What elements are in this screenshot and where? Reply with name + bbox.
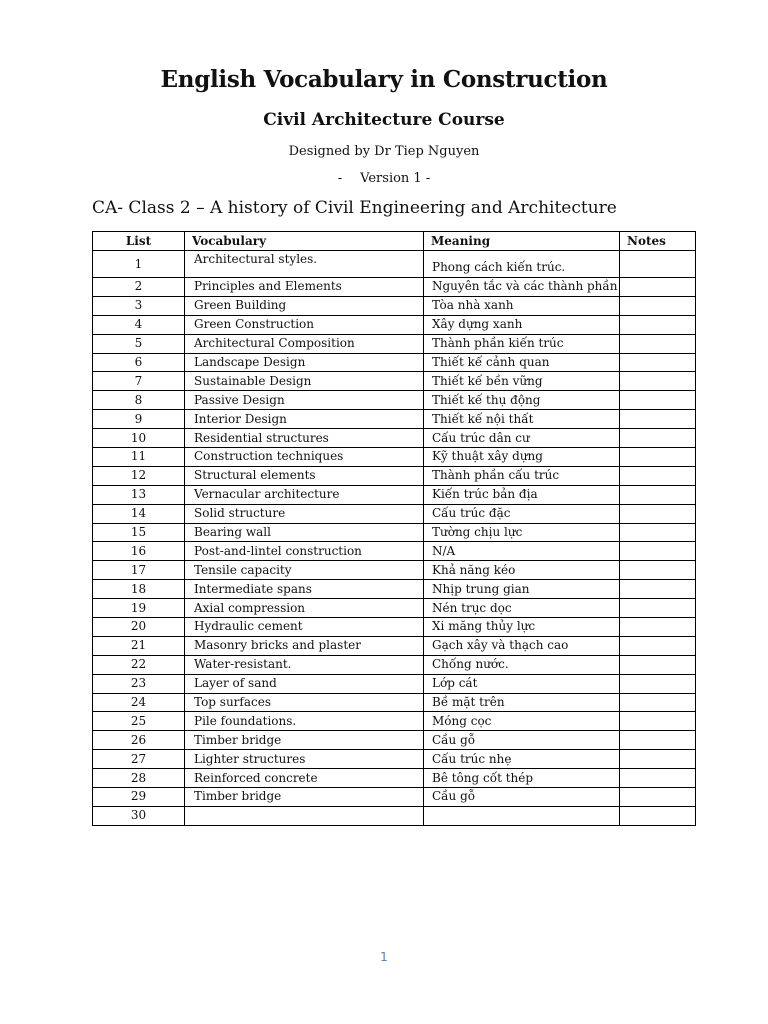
row-number: 4 [93, 315, 185, 334]
table-body [93, 251, 696, 826]
row-number: 6 [93, 353, 185, 372]
row-number: 21 [93, 636, 185, 655]
table-row [93, 769, 696, 788]
vocabulary-cell: Residential structures [185, 429, 424, 448]
notes-cell [620, 580, 696, 599]
table-row [93, 391, 696, 410]
meaning-cell: Xây dựng xanh [424, 315, 620, 334]
table-row [93, 353, 696, 372]
notes-cell [620, 429, 696, 448]
meaning-cell: Nguyên tắc và các thành phần [424, 278, 620, 297]
meaning-cell: Kỹ thuật xây dựng [424, 448, 620, 467]
notes-cell [620, 504, 696, 523]
vocabulary-table [92, 231, 696, 826]
meaning-cell: Bề mặt trên [424, 693, 620, 712]
version-line [0, 171, 768, 186]
meaning-cell: Gạch xây và thạch cao [424, 636, 620, 655]
table-row [93, 655, 696, 674]
vocabulary-cell: Bearing wall [185, 523, 424, 542]
meaning-cell: Nhịp trung gian [424, 580, 620, 599]
table-row [93, 693, 696, 712]
vocabulary-cell: Passive Design [185, 391, 424, 410]
meaning-cell: Lớp cát [424, 674, 620, 693]
row-number: 17 [93, 561, 185, 580]
row-number: 12 [93, 466, 185, 485]
meaning-cell: Thành phần kiến trúc [424, 334, 620, 353]
table-row [93, 750, 696, 769]
notes-cell [620, 618, 696, 637]
meaning-cell [424, 806, 620, 825]
notes-cell [620, 750, 696, 769]
table-row [93, 410, 696, 429]
version-dash: - [337, 171, 343, 186]
notes-cell [620, 769, 696, 788]
table-row [93, 296, 696, 315]
meaning-cell: Cấu trúc đặc [424, 504, 620, 523]
vocabulary-cell: Post-and-lintel construction [185, 542, 424, 561]
vocabulary-cell: Lighter structures [185, 750, 424, 769]
meaning-cell: Khả năng kéo [424, 561, 620, 580]
header-meaning: Meaning [424, 232, 620, 251]
header-notes: Notes [620, 232, 696, 251]
row-number: 10 [93, 429, 185, 448]
meaning-cell: Thiết kế bền vững [424, 372, 620, 391]
meaning-cell: Cầu gỗ [424, 731, 620, 750]
row-number: 28 [93, 769, 185, 788]
table-row [93, 618, 696, 637]
notes-cell [620, 806, 696, 825]
notes-cell [620, 372, 696, 391]
table-row [93, 561, 696, 580]
vocabulary-cell: Tensile capacity [185, 561, 424, 580]
notes-cell [620, 693, 696, 712]
table-row [93, 731, 696, 750]
row-number: 16 [93, 542, 185, 561]
row-number: 18 [93, 580, 185, 599]
vocabulary-cell: Structural elements [185, 466, 424, 485]
notes-cell [620, 315, 696, 334]
table-row [93, 523, 696, 542]
row-number: 15 [93, 523, 185, 542]
row-number: 27 [93, 750, 185, 769]
vocabulary-cell: Green Construction [185, 315, 424, 334]
row-number: 5 [93, 334, 185, 353]
meaning-cell: Cầu gỗ [424, 788, 620, 807]
notes-cell [620, 655, 696, 674]
vocabulary-cell: Reinforced concrete [185, 769, 424, 788]
meaning-cell: Thành phần cấu trúc [424, 466, 620, 485]
row-number: 23 [93, 674, 185, 693]
meaning-cell: Thiết kế cảnh quan [424, 353, 620, 372]
table-row [93, 788, 696, 807]
notes-cell [620, 466, 696, 485]
version-label: Version 1 - [360, 171, 431, 186]
vocabulary-cell: Timber bridge [185, 788, 424, 807]
notes-cell [620, 334, 696, 353]
meaning-cell: Phong cách kiến trúc. [424, 251, 620, 278]
vocabulary-cell: Green Building [185, 296, 424, 315]
notes-cell [620, 788, 696, 807]
meaning-cell: N/A [424, 542, 620, 561]
notes-cell [620, 561, 696, 580]
vocabulary-cell: Timber bridge [185, 731, 424, 750]
row-number: 9 [93, 410, 185, 429]
vocabulary-cell: Axial compression [185, 599, 424, 618]
notes-cell [620, 391, 696, 410]
row-number: 8 [93, 391, 185, 410]
meaning-cell: Nén trục dọc [424, 599, 620, 618]
class-heading: CA- Class 2 – A history of Civil Engineering and Architecture [92, 198, 617, 218]
row-number: 26 [93, 731, 185, 750]
meaning-cell: Cấu trúc nhẹ [424, 750, 620, 769]
meaning-cell: Kiến trúc bản địa [424, 485, 620, 504]
table-row [93, 674, 696, 693]
document-title: English Vocabulary in Construction [160, 66, 608, 93]
table-row [93, 636, 696, 655]
row-number: 13 [93, 485, 185, 504]
notes-cell [620, 278, 696, 297]
table-row [93, 278, 696, 297]
row-number: 24 [93, 693, 185, 712]
header-list: List [93, 232, 185, 251]
meaning-cell: Tòa nhà xanh [424, 296, 620, 315]
table-row [93, 466, 696, 485]
meaning-cell: Móng cọc [424, 712, 620, 731]
vocabulary-cell: Top surfaces [185, 693, 424, 712]
vocabulary-cell: Intermediate spans [185, 580, 424, 599]
notes-cell [620, 296, 696, 315]
vocabulary-cell: Sustainable Design [185, 372, 424, 391]
vocabulary-cell: Architectural styles. [185, 251, 424, 278]
vocabulary-cell: Construction techniques [185, 448, 424, 467]
table-header-row [93, 232, 696, 251]
row-number: 3 [93, 296, 185, 315]
row-number: 29 [93, 788, 185, 807]
row-number: 19 [93, 599, 185, 618]
author-line: Designed by Dr Tiep Nguyen [288, 144, 480, 159]
table-row [93, 542, 696, 561]
vocabulary-cell: Landscape Design [185, 353, 424, 372]
meaning-cell: Cấu trúc dân cư [424, 429, 620, 448]
row-number: 1 [93, 251, 185, 278]
vocabulary-cell: Principles and Elements [185, 278, 424, 297]
table-row [93, 504, 696, 523]
meaning-cell: Chống nước. [424, 655, 620, 674]
notes-cell [620, 448, 696, 467]
table-row [93, 429, 696, 448]
row-number: 20 [93, 618, 185, 637]
vocabulary-cell: Masonry bricks and plaster [185, 636, 424, 655]
notes-cell [620, 542, 696, 561]
notes-cell [620, 731, 696, 750]
notes-cell [620, 636, 696, 655]
row-number: 7 [93, 372, 185, 391]
vocabulary-cell [185, 806, 424, 825]
table-row [93, 334, 696, 353]
notes-cell [620, 674, 696, 693]
meaning-cell: Bê tông cốt thép [424, 769, 620, 788]
meaning-cell: Tường chịu lực [424, 523, 620, 542]
table-row [93, 315, 696, 334]
vocabulary-cell: Architectural Composition [185, 334, 424, 353]
table-row [93, 806, 696, 825]
row-number: 14 [93, 504, 185, 523]
vocabulary-cell: Pile foundations. [185, 712, 424, 731]
table-row [93, 372, 696, 391]
vocabulary-cell: Solid structure [185, 504, 424, 523]
row-number: 30 [93, 806, 185, 825]
notes-cell [620, 523, 696, 542]
table-row [93, 448, 696, 467]
table-row [93, 580, 696, 599]
table-row [93, 251, 696, 278]
vocabulary-cell: Vernacular architecture [185, 485, 424, 504]
notes-cell [620, 410, 696, 429]
vocabulary-cell: Layer of sand [185, 674, 424, 693]
row-number: 2 [93, 278, 185, 297]
row-number: 11 [93, 448, 185, 467]
table-row [93, 485, 696, 504]
vocabulary-cell: Water-resistant. [185, 655, 424, 674]
row-number: 25 [93, 712, 185, 731]
notes-cell [620, 353, 696, 372]
table-row [93, 712, 696, 731]
course-subtitle: Civil Architecture Course [263, 110, 505, 130]
meaning-cell: Thiết kế nội thất [424, 410, 620, 429]
notes-cell [620, 485, 696, 504]
notes-cell [620, 712, 696, 731]
notes-cell [620, 599, 696, 618]
row-number: 22 [93, 655, 185, 674]
notes-cell [620, 251, 696, 278]
meaning-cell: Xi măng thủy lực [424, 618, 620, 637]
meaning-cell: Thiết kế thụ động [424, 391, 620, 410]
vocabulary-cell: Interior Design [185, 410, 424, 429]
page-number: 1 [380, 950, 388, 964]
vocabulary-cell: Hydraulic cement [185, 618, 424, 637]
table-row [93, 599, 696, 618]
header-vocabulary: Vocabulary [185, 232, 424, 251]
